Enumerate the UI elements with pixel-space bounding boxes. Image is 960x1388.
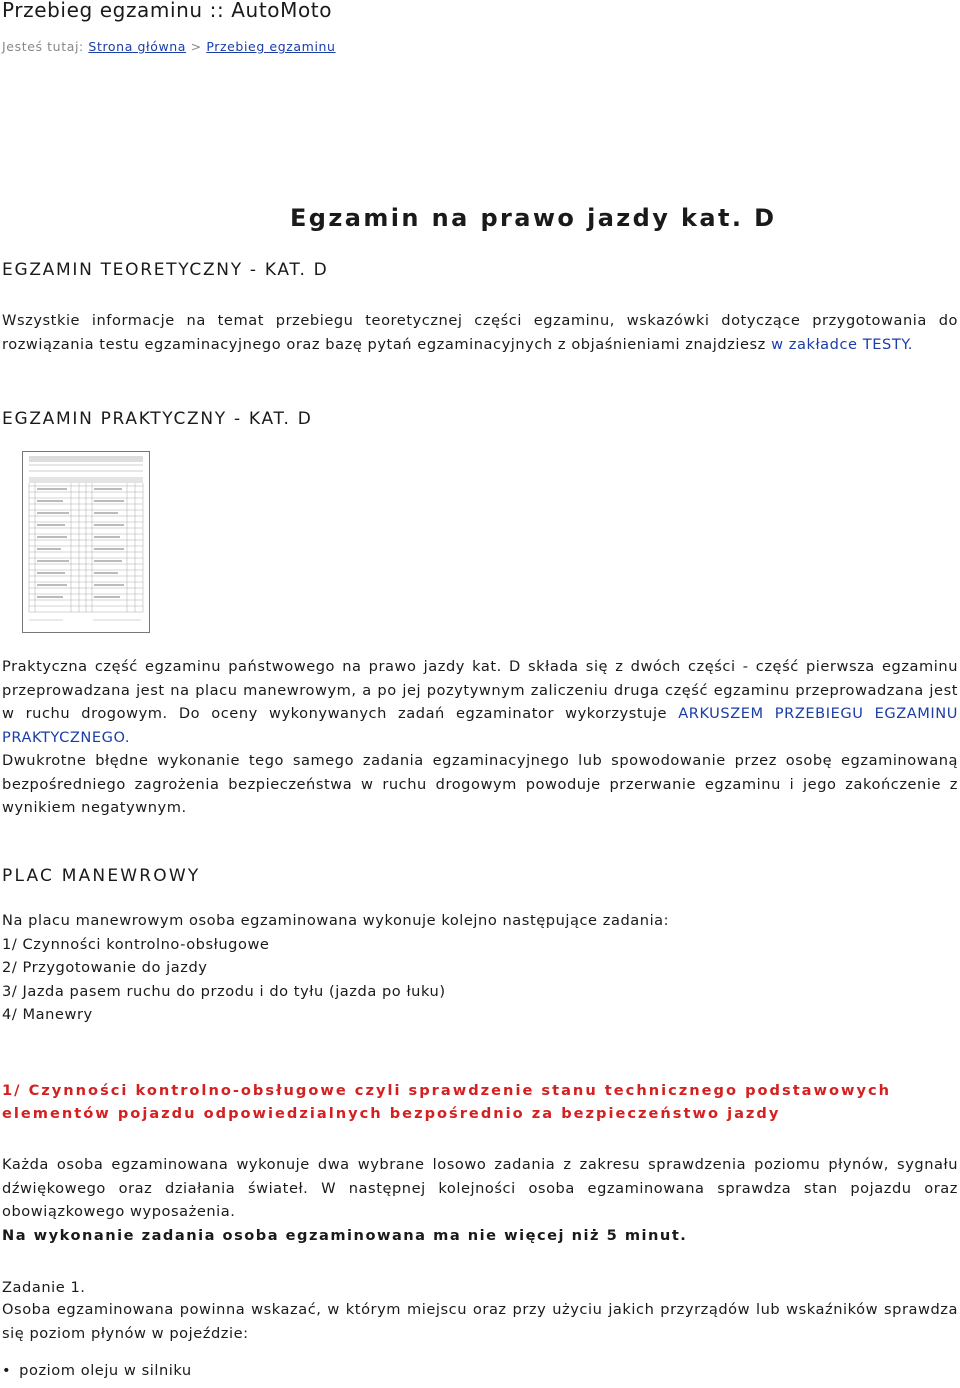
- breadcrumb: [2, 39, 336, 54]
- fluids-list: [2, 1362, 192, 1379]
- maneuver-task: 4/ Manewry: [2, 1006, 93, 1023]
- list-item: • poziom oleju w silniku: [2, 1362, 192, 1379]
- maneuver-intro: Na placu manewrowym osoba egzaminowana wykonuje kolejno następujące zadania:: [2, 912, 670, 929]
- site-title: Przebieg egzaminu :: AutoMoto: [2, 0, 333, 22]
- breadcrumb-current-link[interactable]: Przebieg egzaminu: [206, 39, 336, 54]
- practice-text: Praktyczna część egzaminu państwowego na prawo jazdy kat. D składa się z dwóch części - część pierwsza egzaminu przeprowadzana jest na placu manewrowym, a po jej pozytywnym zaliczeniu druga część egzaminu przeprowadzana jest w ruchu drogowym. Do oceny wykonywanych zadań egzaminator wykorzystuje: [2, 658, 958, 722]
- control-heading: 1/ Czynności kontrolno-obsługowe czyli sprawdzenie stanu technicznego podstawowych elementów pojazdu odpowiedzialnych bezpośrednio za bezpieczeństwo jazdy: [2, 1082, 892, 1122]
- exam-sheet-link[interactable]: ARKUSZEM PRZEBIEGU EGZAMINU PRAKTYCZNEGO.: [2, 705, 958, 746]
- maneuver-task: 1/ Czynności kontrolno-obsługowe: [2, 935, 270, 953]
- control-time-limit: Na wykonanie zadania osoba egzaminowana ma nie więcej niż 5 minut.: [2, 1226, 688, 1244]
- page-title: Egzamin na prawo jazdy kat. D: [290, 204, 777, 232]
- theory-text: Wszystkie informacje na temat przebiegu teoretycznej części egzaminu, wskazówki dotyczące przygotowania do rozwiązania testu egzaminacyjnego oraz bazę pytań egzaminacyjnych z objaśnieniami znajdziesz: [2, 312, 958, 353]
- exam-sheet-image: [23, 452, 149, 632]
- maneuver-list: [2, 909, 958, 1027]
- maneuver-task: 2/ Przygotowanie do jazdy: [2, 959, 208, 976]
- theory-paragraph: [2, 309, 958, 356]
- exam-sheet-thumbnail[interactable]: [22, 451, 150, 633]
- tests-link[interactable]: w zakładce TESTY.: [771, 335, 913, 353]
- breadcrumb-separator: >: [190, 39, 202, 54]
- breadcrumb-home-link[interactable]: Strona główna: [88, 39, 187, 54]
- task1-title: Zadanie 1.: [2, 1279, 86, 1296]
- practice-heading: EGZAMIN PRAKTYCZNY - KAT. D: [2, 409, 313, 429]
- maneuver-heading: PLAC MANEWROWY: [2, 866, 201, 886]
- maneuver-task: 3/ Jazda pasem ruchu do przodu i do tyłu (jazda po łuku): [2, 982, 446, 1000]
- theory-heading: EGZAMIN TEORETYCZNY - KAT. D: [2, 260, 329, 280]
- task1-text: Osoba egzaminowana powinna wskazać, w którym miejscu oraz przy użyciu jakich przyrządów lub wskaźników sprawdza się poziom płynów w pojeździe:: [2, 1301, 958, 1342]
- practice-paragraph: [2, 655, 958, 820]
- control-text: Każda osoba egzaminowana wykonuje dwa wybrane losowo zadania z zakresu sprawdzenia poziomu płynów, sygnału dźwiękowego oraz działania świateł. W następnej kolejności osoba egzaminowana sprawdza stan pojazdu oraz obowiązkowego wyposażenia.: [2, 1156, 958, 1220]
- breadcrumb-prefix: Jesteś tutaj:: [2, 39, 84, 54]
- control-paragraph: [2, 1153, 958, 1247]
- practice-text-2: Dwukrotne błędne wykonanie tego samego zadania egzaminacyjnego lub spowodowanie przez osobę egzaminowaną bezpośredniego zagrożenia bezpieczeństwa w ruchu drogowym powoduje przerwanie egzaminu i jego zakończenie z wynikiem negatywnym.: [2, 752, 958, 816]
